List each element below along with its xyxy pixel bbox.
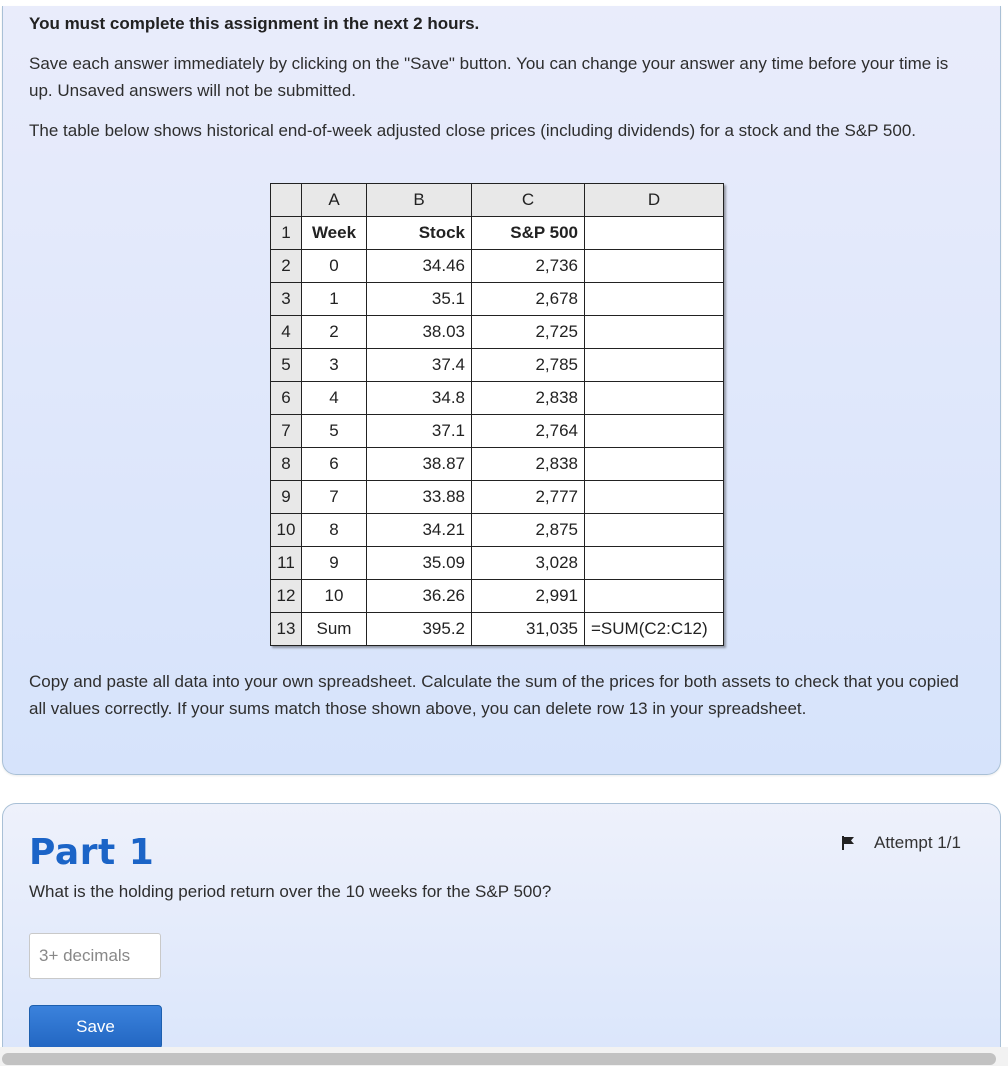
save-button[interactable]: Save bbox=[29, 1005, 162, 1049]
cell-sp500: 2,678 bbox=[472, 283, 585, 316]
column-header-c: C bbox=[472, 184, 585, 217]
row-number-cell: 5 bbox=[271, 349, 302, 382]
cell-stock: 38.87 bbox=[367, 448, 472, 481]
cell-d bbox=[585, 316, 724, 349]
cell-week: Sum bbox=[302, 613, 367, 646]
spreadsheet-row bbox=[271, 415, 724, 448]
price-spreadsheet bbox=[270, 183, 724, 646]
scrollbar-thumb[interactable] bbox=[2, 1053, 996, 1065]
cell-week: 3 bbox=[302, 349, 367, 382]
cell-week: 0 bbox=[302, 250, 367, 283]
cell-d bbox=[585, 481, 724, 514]
cell-week: 7 bbox=[302, 481, 367, 514]
cell-sp500: 2,725 bbox=[472, 316, 585, 349]
row-number-cell: 2 bbox=[271, 250, 302, 283]
cell-d: =SUM(C2:C12) bbox=[585, 613, 724, 646]
cell-d bbox=[585, 349, 724, 382]
cell-d bbox=[585, 217, 724, 250]
cell-sp500: 3,028 bbox=[472, 547, 585, 580]
cell-sp500: 31,035 bbox=[472, 613, 585, 646]
cell-week: 6 bbox=[302, 448, 367, 481]
spreadsheet-row bbox=[271, 580, 724, 613]
cell-sp500: 2,764 bbox=[472, 415, 585, 448]
cell-sp500: 2,785 bbox=[472, 349, 585, 382]
corner-cell bbox=[271, 184, 302, 217]
column-header-a: A bbox=[302, 184, 367, 217]
cell-sp500: 2,991 bbox=[472, 580, 585, 613]
cell-stock: 36.26 bbox=[367, 580, 472, 613]
cell-stock: 35.09 bbox=[367, 547, 472, 580]
spreadsheet-row bbox=[271, 481, 724, 514]
cell-week: 9 bbox=[302, 547, 367, 580]
row-number-cell: 1 bbox=[271, 217, 302, 250]
save-instructions: Save each answer immediately by clicking on the "Save" button. You can change your answer any time before your time is up. Unsaved answers will not be submitted. bbox=[29, 54, 949, 100]
row-number-cell: 9 bbox=[271, 481, 302, 514]
spreadsheet-row bbox=[271, 382, 724, 415]
flag-icon bbox=[840, 835, 856, 851]
spreadsheet-row bbox=[271, 217, 724, 250]
attempt-label: Attempt 1/1 bbox=[874, 833, 961, 852]
question-text: What is the holding period return over the 10 weeks for the S&P 500? bbox=[29, 882, 552, 901]
cell-d bbox=[585, 283, 724, 316]
cell-stock: 33.88 bbox=[367, 481, 472, 514]
row-number-cell: 11 bbox=[271, 547, 302, 580]
cell-stock: 35.1 bbox=[367, 283, 472, 316]
cell-sp500: 2,875 bbox=[472, 514, 585, 547]
cell-d bbox=[585, 580, 724, 613]
cell-stock: 34.8 bbox=[367, 382, 472, 415]
cell-stock: 34.46 bbox=[367, 250, 472, 283]
cell-sp500: S&P 500 bbox=[472, 217, 585, 250]
row-number-cell: 4 bbox=[271, 316, 302, 349]
column-header-row bbox=[271, 184, 724, 217]
cell-d bbox=[585, 514, 724, 547]
cell-stock: 34.21 bbox=[367, 514, 472, 547]
time-limit-heading: You must complete this assignment in the next 2 hours. bbox=[29, 14, 480, 33]
spreadsheet-row bbox=[271, 613, 724, 646]
cell-stock: 37.4 bbox=[367, 349, 472, 382]
cell-d bbox=[585, 415, 724, 448]
row-number-cell: 12 bbox=[271, 580, 302, 613]
cell-week: 2 bbox=[302, 316, 367, 349]
part-title: Part 1 bbox=[29, 832, 155, 873]
spreadsheet-row bbox=[271, 283, 724, 316]
row-number-cell: 10 bbox=[271, 514, 302, 547]
cell-d bbox=[585, 448, 724, 481]
cell-week: 8 bbox=[302, 514, 367, 547]
cell-stock: Stock bbox=[367, 217, 472, 250]
horizontal-scrollbar[interactable] bbox=[0, 1047, 1008, 1066]
column-header-b: B bbox=[367, 184, 472, 217]
cell-d bbox=[585, 250, 724, 283]
row-number-cell: 13 bbox=[271, 613, 302, 646]
cell-stock: 38.03 bbox=[367, 316, 472, 349]
row-number-cell: 6 bbox=[271, 382, 302, 415]
cell-stock: 395.2 bbox=[367, 613, 472, 646]
spreadsheet-body bbox=[271, 217, 724, 646]
row-number-cell: 3 bbox=[271, 283, 302, 316]
cell-sp500: 2,838 bbox=[472, 448, 585, 481]
cell-week: 4 bbox=[302, 382, 367, 415]
spreadsheet-row bbox=[271, 514, 724, 547]
cell-week: 5 bbox=[302, 415, 367, 448]
spreadsheet-row bbox=[271, 448, 724, 481]
answer-input[interactable] bbox=[29, 933, 161, 979]
row-number-cell: 8 bbox=[271, 448, 302, 481]
attempt-indicator bbox=[840, 833, 961, 853]
row-number-cell: 7 bbox=[271, 415, 302, 448]
cell-week: 10 bbox=[302, 580, 367, 613]
cell-sp500: 2,736 bbox=[472, 250, 585, 283]
table-description: The table below shows historical end-of-week adjusted close prices (including dividends) for a stock and the S&P 500. bbox=[29, 121, 917, 140]
cell-week: Week bbox=[302, 217, 367, 250]
cell-sp500: 2,777 bbox=[472, 481, 585, 514]
spreadsheet-row bbox=[271, 349, 724, 382]
spreadsheet-row bbox=[271, 547, 724, 580]
spreadsheet-row bbox=[271, 316, 724, 349]
cell-week: 1 bbox=[302, 283, 367, 316]
cell-d bbox=[585, 547, 724, 580]
cell-d bbox=[585, 382, 724, 415]
column-header-d: D bbox=[585, 184, 724, 217]
copy-instructions: Copy and paste all data into your own spreadsheet. Calculate the sum of the prices for both assets to check that you copied all values correctly. If your sums match those shown above, you can delete row 13 in your spreadsheet. bbox=[29, 672, 959, 718]
cell-sp500: 2,838 bbox=[472, 382, 585, 415]
spreadsheet-row bbox=[271, 250, 724, 283]
cell-stock: 37.1 bbox=[367, 415, 472, 448]
